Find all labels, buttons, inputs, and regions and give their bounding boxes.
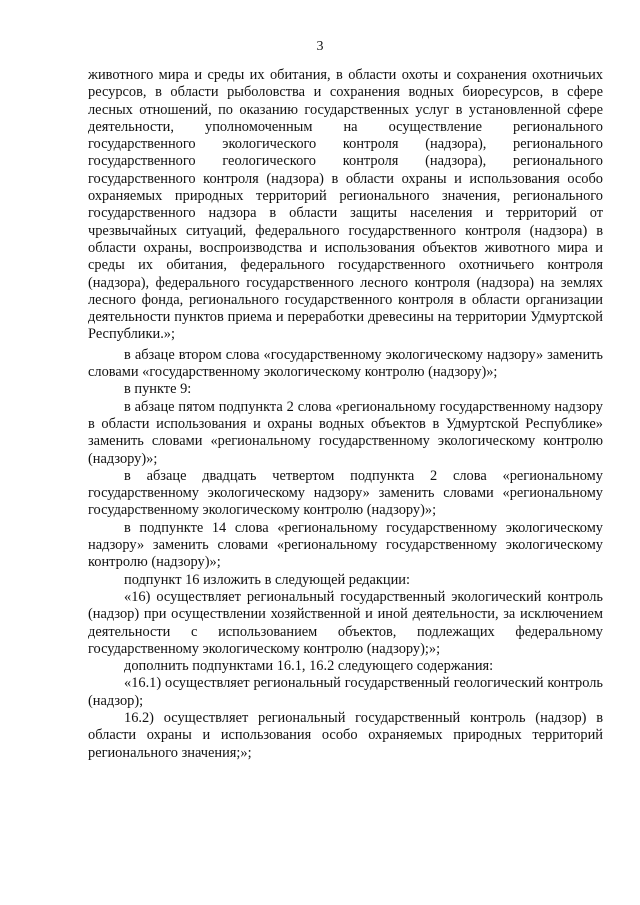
paragraph: «16.1) осуществляет региональный государственный геологический контроль (надзор);: [88, 675, 603, 709]
paragraph: подпункт 16 изложить в следующей редакции:: [124, 571, 410, 588]
paragraph: «16) осуществляет региональный государственный экологический контроль (надзор) при осуществлении хозяйственной и иной деятельности, за исключением деятельности с использованием объектов, подлежащих федеральному государственному экологическому контролю (надзору);»;: [88, 588, 603, 657]
paragraph: в подпункте 14 слова «региональному государственному экологическому надзору» заменить словами «региональному государственному экологическому контролю (надзору)»;: [88, 519, 603, 571]
paragraph: в абзаце втором слова «государственному экологическому надзору» заменить словами «государственному экологическому контролю (надзору)»;: [88, 346, 603, 381]
paragraph: в абзаце двадцать четвертом подпункта 2 слова «региональному государственному экологическому надзору» заменить словами «региональному государственному экологическому контролю (надзору)»;: [88, 467, 603, 519]
paragraph-continuation: животного мира и среды их обитания, в области охоты и сохранения охотничьих ресурсов, в области рыболовства и сохранения водных биоресурсов, в сфере лесных отношений, по оказанию государственных услуг в установленной сфере деятельности, уполномоченным на осуществление регионального государственного экологического контроля (надзора), регионального государственного геологического контроля (надзора), регионального государственного контроля (надзора) в области охраны и использования особо охраняемых природных территорий регионального значения, регионального государственного надзора в области защиты населения и территорий от чрезвычайных ситуаций, федерального государственного контроля (надзора) в области охраны, воспроизводства и использования объектов животного мира и среды их обитания, федерального государственного охотничьего контроля (надзора), федерального государственного лесного контроля (надзора) на землях лесного фонда, регионального государственного контроля в области организации деятельности пунктов приема и переработки древесины на территории Удмуртской Республики.»;: [88, 67, 603, 343]
paragraph: 16.2) осуществляет региональный государственный контроль (надзор) в области охраны и использования особо охраняемых природных территорий регионального значения;»;: [88, 709, 603, 761]
paragraph: дополнить подпунктами 16.1, 16.2 следующего содержания:: [124, 658, 494, 675]
page-number: 3: [316, 39, 324, 54]
document-body: [88, 67, 603, 762]
paragraph: в абзаце пятом подпункта 2 слова «региональному государственному надзору в области использования и охраны водных объектов в Удмуртской Республике» заменить словами «региональному государственному экологическому контролю (надзору)»;: [88, 398, 603, 467]
paragraph: в пункте 9:: [124, 381, 192, 398]
